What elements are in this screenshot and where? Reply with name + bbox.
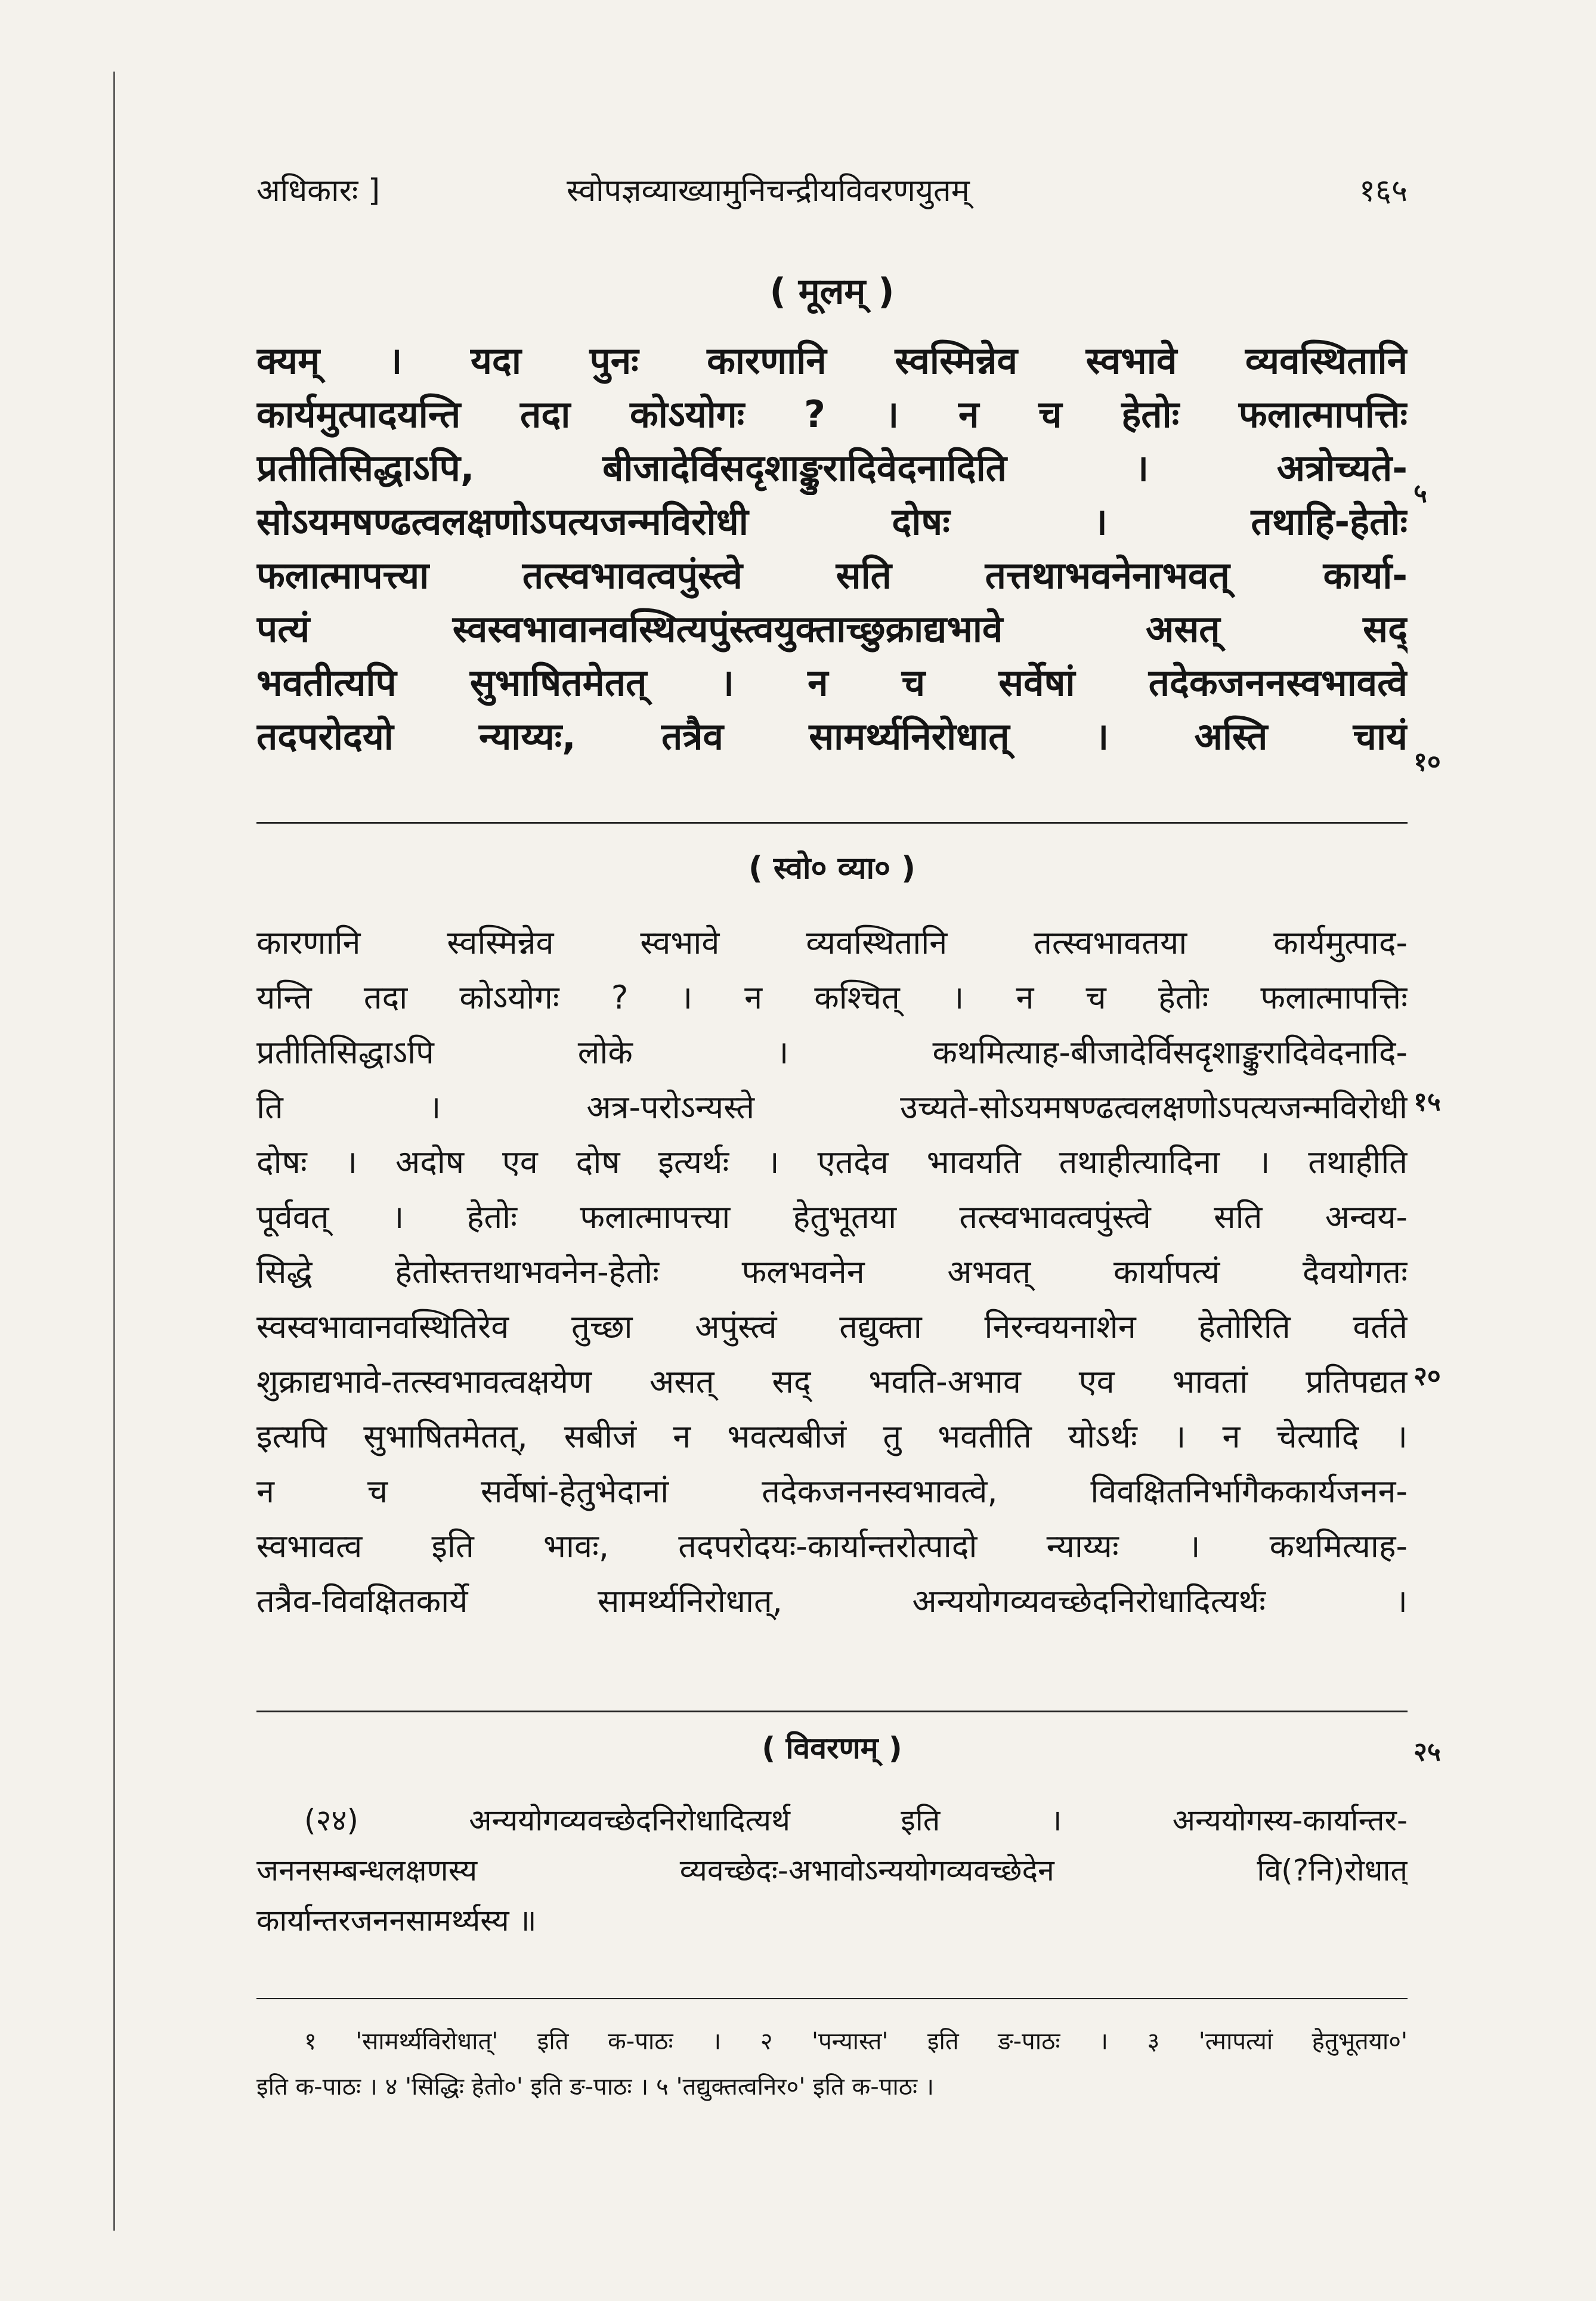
commentary-line: सिद्धे हेतोस्तत्तथाभवनेन-हेतोः फलभवनेन अभवत् कार्यापत्यं दैवयोगतः xyxy=(256,1253,1408,1291)
commentary-line: स्वस्वभावानवस्थितिरेव तुच्छा अपुंस्त्वं तद्युक्ता निरन्वयनाशेन हेतोरिति वर्तते xyxy=(256,1308,1408,1346)
commentary-line: शुक्राद्यभावे-तत्स्वभावत्वक्षयेण असत् सद् भवति-अभाव एव भावतां प्रतिपद्यत xyxy=(256,1363,1408,1400)
binding-edge xyxy=(113,72,115,2231)
commentary-line: पूर्ववत् । हेतोः फलात्मापत्त्या हेतुभूतया तत्स्वभावत्वपुंस्त्वे सति अन्वय- xyxy=(256,1198,1408,1236)
line-number: १५ xyxy=(1413,1087,1441,1117)
commentary-line: प्रतीतिसिद्धाऽपि लोके । कथमित्याह-बीजादेर्विसदृशाङ्कुरादिवेदनादि- xyxy=(256,1034,1408,1071)
commentary-line: इत्यपि सुभाषितमेतत्, सबीजं न भवत्यबीजं तु भवतीति योऽर्थः । न चेत्यादि । xyxy=(256,1418,1408,1455)
section-divider xyxy=(256,1711,1408,1712)
commentary-line: दोषः । अदोष एव दोष इत्यर्थः । एतदेव भावयति तथाहीत्यादिना । तथाहीति xyxy=(256,1143,1408,1181)
line-number: ५ xyxy=(1413,478,1427,509)
mulam-heading: ( मूलम् ) xyxy=(769,271,895,313)
vivaranam-text xyxy=(256,1795,1408,1946)
mulam-line: सोऽयमषण्ढत्वलक्षणोऽपत्यजन्मविरोधी दोषः । तथाहि-हेतोः xyxy=(256,500,1408,543)
mulam-line: प्रतीतिसिद्धाऽपि, बीजादेर्विसदृशाङ्कुरादिवेदनादिति । अत्रोच्यते- xyxy=(256,446,1408,490)
commentary-line: न च सर्वेषां-हेतुभेदानां तदेकजननस्वभावत्वे, विवक्षितनिर्भागैककार्यजनन- xyxy=(256,1473,1408,1510)
mulam-line: तदपरोदयो न्याय्यः, तत्रैव सामर्थ्यनिरोधात् । अस्ति चायं xyxy=(256,715,1408,758)
vivaranam-heading: ( विवरणम् ) xyxy=(762,1731,902,1765)
commentary-line: ति । अत्र-परोऽन्यस्ते उच्यते-सोऽयमषण्ढत्वलक्षणोऽपत्यजन्मविरोधी xyxy=(256,1088,1408,1126)
commentary-line: कारणानि स्वस्मिन्नेव स्वभावे व्यवस्थितानि तत्स्वभावतया कार्यमुत्पाद- xyxy=(256,924,1408,961)
mulam-text xyxy=(256,334,1408,763)
running-header xyxy=(256,167,1408,221)
line-number: २० xyxy=(1413,1361,1441,1391)
mulam-line: क्यम् । यदा पुनः कारणानि स्वस्मिन्नेव स्वभावे व्यवस्थितानि xyxy=(256,339,1408,382)
line-number: १० xyxy=(1413,747,1441,777)
page-number: १६५ xyxy=(1359,173,1408,209)
footnotes xyxy=(256,2019,1408,2110)
header-title: स्वोपज्ञव्याख्यामुनिचन्द्रीयविवरणयुतम् xyxy=(567,173,970,209)
vivaranam-line: कार्यान्तरजननसामर्थ्यस्य ॥ xyxy=(256,1903,537,1938)
vivaranam-line: जननसम्बन्धलक्षणस्य व्यवच्छेदः-अभावोऽन्ययोगव्यवच्छेदेन वि(?नि)रोधात् xyxy=(256,1853,1408,1888)
commentary-line: तत्रैव-विवक्षितकार्ये सामर्थ्यनिरोधात्, अन्ययोगव्यवच्छेदनिरोधादित्यर्थः । xyxy=(256,1582,1408,1620)
line-number: २५ xyxy=(1413,1737,1441,1767)
header-chapter: अधिकारः ] xyxy=(256,173,381,209)
vivaranam-line: (२४) अन्ययोगव्यवच्छेदनिरोधादित्यर्थ इति । अन्ययोगस्य-कार्यान्तर- xyxy=(304,1803,1408,1838)
footnote-line: १ 'सामर्थ्यविरोधात्' इति क-पाठः । २ 'पन्यास्त' इति ङ-पाठः । ३ 'त्मापत्यां हेतुभूतया०' xyxy=(304,2028,1408,2055)
footnote-divider xyxy=(256,1998,1408,1999)
commentary-line: यन्ति तदा कोऽयोगः ? । न कश्चित् । न च हेतोः फलात्मापत्तिः xyxy=(256,979,1408,1016)
svo-vya-heading: ( स्वो० व्या० ) xyxy=(748,850,915,886)
svo-vya-text xyxy=(256,916,1408,1629)
mulam-line: फलात्मापत्त्या तत्स्वभावत्वपुंस्त्वे सति तत्तथाभवनेनाभवत् कार्या- xyxy=(256,553,1408,597)
mulam-line: भवतीत्यपि सुभाषितमेतत् । न च सर्वेषां तदेकजननस्वभावत्वे xyxy=(256,661,1408,704)
footnote-line: इति क-पाठः । ४ 'सिद्धिः हेतो०' इति ङ-पाठः । ५ 'तद्युक्तत्वनिर०' इति क-पाठः । xyxy=(256,2073,934,2101)
mulam-line: कार्यमुत्पादयन्ति तदा कोऽयोगः ? । न च हेतोः फलात्मापत्तिः xyxy=(256,392,1408,436)
mulam-line: पत्यं स्वस्वभावानवस्थित्यपुंस्त्वयुक्ताच्छुक्राद्यभावे असत् सद् xyxy=(256,607,1408,651)
commentary-line: स्वभावत्व इति भावः, तदपरोदयः-कार्यान्तरोत्पादो न्याय्यः । कथमित्याह- xyxy=(256,1527,1408,1565)
section-divider xyxy=(256,822,1408,824)
